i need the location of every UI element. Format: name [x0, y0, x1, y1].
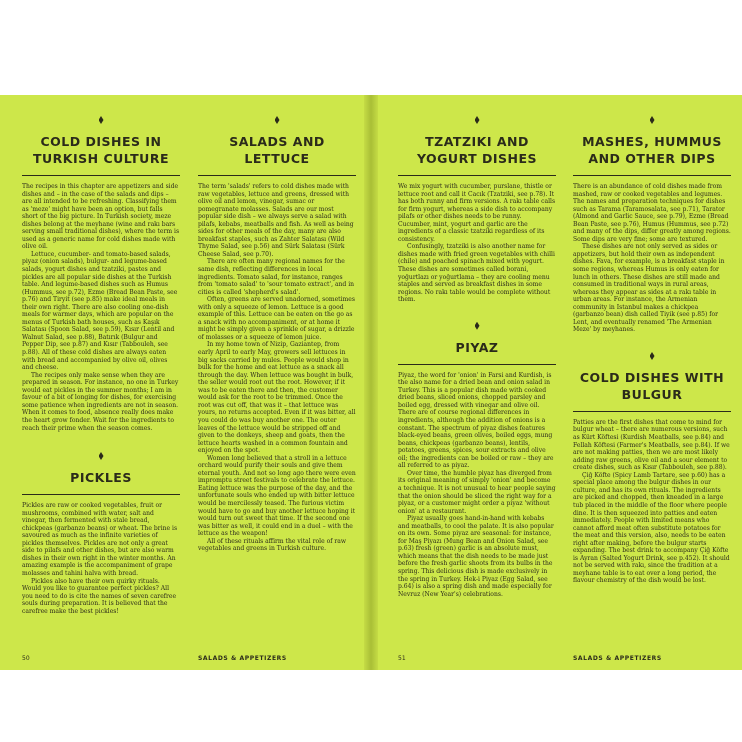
diamond-ornament: [475, 322, 480, 330]
paragraph: In my home town of Nizip, Gaziantep, from early April to early May, growers sell lettuces in big sacks carried by mules. People would shop in bulk for the home and eat lettuce as a snack all through the day. When lettuce was bought in bulk, the seller would root out the root. However, if it was to be eaten there and then, the customer would ask for the root to be trimmed. Once the root was cut off, that was it – that lettuce was yours, no returns accepted. Even if it was bitter, all you could do was buy another one. The outer leaves of the lettuce would be stripped off and given to the donkeys, sheep and goats, then the lettuce hearts washed in a common fountain and enjoyed on the spot.: [198, 341, 356, 455]
heading-rule: [573, 411, 731, 412]
paragraph: Lettuce, cucumber- and tomato-based salads, piyaz (onion salads), bulgur- and legume-based salads, yogurt dishes and tzatziki, pastes and pickles are all popular side dishes at the Turkish table. And legume-based dishes such as Humus (Hummus, see p.72), Ezme (Bread Bean Paste, see p.76) and Tiryit (see p.85) make ideal meals in their own right. There are also cooling one-dish meals for warmer days, which are popular on the menus of Turkish bath houses, such as Kaşık Salatası (Spoon Salad, see p.59), Kısır (Lentil and Walnut Salad, see p.88), Batırık (Bulgur and Pepper Dip, see p.87) and Kısır (Tabbouleh, see p.88). All of these cold dishes are always eaten with bread and accompanied by olive oil, olives and cheese.: [22, 250, 178, 372]
paragraph: Over time, the humble piyaz has diverged from its original meaning of simply 'onion' and become a technique. It is not unusual to hear people saying that the onion should be sliced the right way for a piyaz, or a customer might order a piyaz 'without onion' at a restaurant.: [398, 469, 556, 515]
paragraph: Often, greens are served unadorned, sometimes with only a squeeze of lemon. Lettuce is a good example of this. Lettuce can be eaten on the go as a snack with no accompaniment, or at home it might be simply given a sprinkle of sugar, a drizzle of molasses or a squeeze of lemon juice.: [198, 296, 355, 341]
paragraph: Piyaz, the word for 'onion' in Farsi and Kurdish, is the also name for a dried bean and onion salad in Turkey. This is a popular dish made with cooked dried beans, sliced onions, chopped parsley and boiled egg, dressed with vinegar and olive oil. There are of course regional differences in ingredients, although the addition of onions is a constant. The spectrum of piyaz dishes features black-eyed beans, green olives, boiled eggs, mung beans, chickpeas (garbanzo beans), lentils, potatoes, greens, spices, sour extracts and olive oil; the ingredients can be boiled or raw – they are all referred to as piyaz.: [398, 371, 554, 470]
section-body: [398, 372, 556, 598]
paragraph: All of these rituals affirm the vital role of raw vegetables and greens in Turkish culture.: [198, 537, 347, 553]
paragraph: There is an abundance of cold dishes made from mashed, raw or cooked vegetables and legumes. The names and preparation techniques for dishes such as Tarama (Taramosalata, see p.71), Tarator (Almond and Garlic Sauce, see p.79), Ezme (Bread Bean Paste, see p.76), Humus (Hummus, see p.72) and many of the dips, differ greatly among regions. Some dips are very fine; some are textured.: [573, 183, 731, 243]
heading-rule: [198, 175, 356, 176]
heading-rule: [22, 175, 180, 176]
diamond-ornament: [650, 352, 655, 360]
section-heading: COLD DISHES WITH BULGUR: [579, 369, 725, 402]
column-salads-and-lettuce: [198, 116, 356, 553]
diamond-ornament: [475, 116, 480, 124]
diamond-ornament: [99, 116, 104, 124]
section-heading: TZATZIKI AND YOGURT DISHES: [416, 134, 538, 166]
column-tzatziki-and-yogurt-dishes: [398, 116, 556, 598]
paragraph: These dishes are not only served as sides or appetizers, but hold their own as independent dishes. Fava, for example, is a breakfast staple in some regions, whereas Humus is only eaten for lunch in others. These dishes are still made and consumed in traditional ways in rural areas, whereas they appear as sides at a rakı table in urban areas. For instance, the Armenian community in Istanbul makes a chickpea (garbanzo bean) dish called Tiyik (see p.85) for Lent, and eventually renamed 'The Armenian Meze' by meyhanes.: [573, 243, 725, 334]
paragraph: The recipes in this chapter are appetizers and side dishes and – in the case of the salads and dips – are all intended to be refreshing. Classifying them as 'meze' might have been an option, but falls short of the big picture. In Turkish society, meze dishes belong at the meyhane (wine and rakı bars serving small traditional dishes), where the term is used as a generic name for cold dishes made with olive oil.: [22, 183, 180, 251]
heading-rule: [398, 364, 556, 365]
book-spine: [364, 95, 378, 670]
section-heading: SALADS AND LETTUCE: [229, 134, 325, 166]
paragraph: Confusingly, tzatziki is also another name for dishes made with fried green vegetables with chilli (chile) and poached spinach mixed with yogurt. These dishes are sometimes called borani, yoğurtlazı or yoğurtlama – they are cooling menu staples and served as breakfast dishes in some regions. No rakı table would be complete without them.: [398, 243, 555, 304]
paragraph: Çiğ Köfte (Spicy Lamb Tartare, see p.60) has a special place among the bulgur dishes in our culture, and has its own rituals. The ingredients are picked and chopped, then kneaded in a large tub placed in the middle of the floor where people dine. It is then squeezed into patties and eaten immediately. People with limited means who cannot afford meat often substitute potatoes for the meat and this version, also, needs to be eaten right after making, before the bulgur starts expanding. The best drink to accompany Çiğ Köfte is Ayran (Salted Yogurt Drink, see p.452). It should not be served with rakı, since the tradition at a meyhane table is to eat over a long period, the flavour chemistry of the dish would be lost.: [573, 471, 730, 585]
running-head-right: SALADS & APPETIZERS: [573, 655, 662, 662]
diamond-ornament: [650, 116, 655, 124]
section-body: [198, 183, 356, 553]
section-heading: PICKLES: [70, 470, 132, 486]
heading-rule: [398, 175, 556, 176]
paragraph: We mix yogurt with cucumber, purslane, thistle or lettuce root and call it Cacık (Tzatziki, see p.78). It has both runny and firm versions. A rakı table calls for firm yogurt, whereas a side dish to accompany pilafs or other dishes needs to be runny. Cucumber, mint, yogurt and garlic are the ingredients of a classic tzatziki regardless of its consistency.: [398, 183, 556, 243]
page-number-right: 51: [398, 655, 406, 662]
section-body: [22, 183, 180, 432]
paragraph: There are often many regional names for the same dish, reflecting differences in local ingredients. Tomato salad, for instance, ranges from 'tomato salad' to 'sour tomato extract', and in cities is called 'shepherd's salad'.: [198, 258, 355, 296]
section-body: [22, 502, 180, 615]
paragraph: Pickles are raw or cooked vegetables, fruit or mushrooms, combined with water, salt and vinegar, then fermented with stale bread, chickpeas (garbanzo beans) or wheat. The brine is savoured as much as the infinite varieties of pickles themselves. Pickles are not only a great side to pilafs and other dishes, but are also warm dishes in their own right in the winter months. An amazing example is the accompaniment of grape molasses and tahini halva with bread.: [22, 502, 178, 577]
section-body: [573, 419, 731, 585]
paragraph: Patties are the first dishes that come to mind for bulgur wheat – there are numerous versions, such as Kürt Köftesi (Kurdish Meatballs, see p.84) and Fellah Köftesi (Farmer's Meatballs, see p.84). If we are not making patties, then we are most likely adding raw greens, olive oil and a sour element to create dishes, such as Kısır (Tabbouleh, see p.88).: [573, 418, 730, 472]
column-mashes-hummus-and-other-dips: [573, 116, 731, 585]
column-cold-dishes-in-turkish-culture: [22, 116, 180, 615]
diamond-ornament: [99, 452, 104, 460]
paragraph: The term 'salads' refers to cold dishes made with raw vegetables, lettuce and greens, dressed with olive oil and lemon, vinegar, sumac or pomegranate molasses. Salads are our most popular side dish – we always serve a salad with pilafs, kebabs, meatballs and fish. As well as being sides for other meals of the day, many are also breakfast staples, such as Zahter Salatası (Wild Thyme Salad, see p.56) and Sürk Salatası (Sürk Cheese Salad, see p.70).: [198, 183, 354, 258]
diamond-ornament: [275, 116, 280, 124]
paragraph: Piyaz usually goes hand-in-hand with kebabs and meatballs, to cool the palate. It is also popular on its own. Some piyaz are seasonal: for instance, for Maş Piyazı (Mung Bean and Onion Salad, see p.63) fresh (green) garlic is an absolute must, which means that the dish needs to be made just before the fresh garlic shoots from its bulbs in the spring. This delicious dish is made exclusively in the spring in Turkey. Hek-i Piyaz (Egg Salad, see p.64) is also a spring dish and made especially for Nevruz (New Year's) celebrations.: [398, 515, 554, 598]
section-body: [398, 183, 556, 304]
heading-rule: [573, 175, 731, 176]
paragraph: Women long believed that a stroll in a lettuce orchard would purify their souls and give them eternal youth. And not so long ago there were even impromptu street festivals to celebrate the lettuce. Eating lettuce was the purpose of the day, and the unfortunate souls who ended up with bitter lettuce would be mercilessly teased. The furious victim would have to go and buy another lettuce hoping it would turn out sweet that time. If the second one was bitter as well, it could end in a duel – with the lettuce as the weapon!: [198, 454, 356, 538]
section-body: [573, 183, 731, 334]
page-number-left: 50: [22, 655, 30, 662]
section-heading: MASHES, HUMMUS AND OTHER DIPS: [582, 134, 722, 166]
section-heading: COLD DISHES IN TURKISH CULTURE: [32, 134, 169, 166]
paragraph: The recipes only make sense when they are prepared in season. For instance, no one in Turkey would eat pickles in the summer months; I am in favour of a bit of longing for dishes, for exercising some patience when ingredients are not in season. When it comes to food, absence really does make the heart grow fonder. Wait for the ingredients to reach their prime when the season comes.: [22, 371, 179, 432]
paragraph: Pickles also have their own quirky rituals. Would you like to guarantee perfect pickles? All you need to do is cite the names of seven carefree souls during preparation. It is believed that the carefree make the best pickles!: [22, 577, 177, 615]
heading-rule: [22, 494, 180, 495]
section-heading: PIYAZ: [455, 339, 499, 355]
running-head-left: SALADS & APPETIZERS: [198, 655, 287, 662]
